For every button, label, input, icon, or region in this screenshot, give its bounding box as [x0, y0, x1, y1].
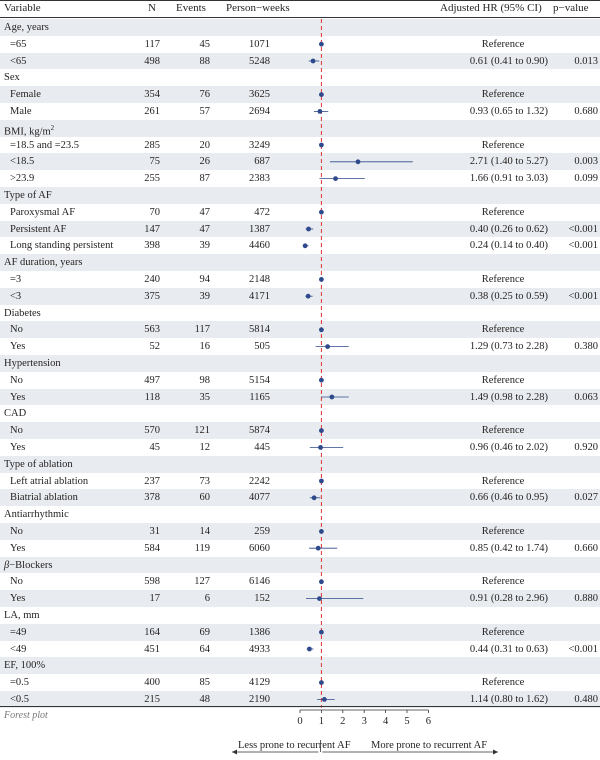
- row-label: Male: [10, 106, 32, 117]
- table-row: [0, 523, 600, 540]
- hr-value: Reference: [481, 677, 525, 689]
- n-value: 261: [144, 106, 160, 117]
- table-row: [0, 624, 600, 641]
- p-value: 0.680: [574, 106, 598, 117]
- x-tick-label: 2: [340, 716, 346, 727]
- table-header: [0, 0, 600, 18]
- row-label: No: [10, 425, 23, 437]
- table-row: [0, 170, 600, 187]
- group-heading: Antiarrhythmic: [4, 509, 69, 521]
- table-row: [0, 422, 600, 439]
- hr-value: Reference: [481, 475, 525, 487]
- n-value: 598: [144, 576, 160, 588]
- events-value: 57: [199, 106, 210, 117]
- x-tick-label: 1: [318, 716, 325, 727]
- events-value: 48: [199, 694, 210, 705]
- table-row: [0, 439, 600, 456]
- group-heading-row: [0, 187, 600, 204]
- hr-value: Reference: [481, 206, 525, 218]
- person-weeks-value: 6060: [249, 542, 270, 554]
- n-value: 75: [149, 156, 160, 168]
- events-value: 39: [199, 240, 210, 252]
- row-label: Paroxysmal AF: [10, 206, 76, 218]
- hr-value: Reference: [481, 274, 525, 285]
- hr-value: 2.71 (1.40 to 5.27): [469, 156, 548, 168]
- hr-value: Reference: [481, 89, 525, 101]
- table-row: [0, 389, 600, 406]
- person-weeks-value: 152: [254, 593, 270, 605]
- header-events: Events: [176, 2, 206, 14]
- table-row: [0, 372, 600, 389]
- figure-caption: Forest plot: [4, 710, 48, 721]
- row-label: Yes: [10, 391, 26, 403]
- group-heading: Hypertension: [4, 358, 61, 369]
- hr-value: 0.38 (0.25 to 0.59): [469, 290, 548, 302]
- person-weeks-value: 259: [254, 526, 270, 537]
- table-row: [0, 321, 600, 338]
- group-heading-row: [0, 19, 600, 36]
- n-value: 400: [144, 677, 160, 689]
- n-value: 584: [144, 542, 160, 554]
- n-value: 255: [144, 173, 160, 185]
- hr-value: Reference: [481, 526, 525, 537]
- hr-value: 0.24 (0.14 to 0.40): [469, 240, 548, 252]
- n-value: 118: [144, 391, 160, 403]
- hr-value: Reference: [481, 626, 525, 638]
- events-value: 60: [199, 492, 210, 504]
- group-heading-row: [0, 69, 600, 86]
- group-heading-row: [0, 456, 600, 473]
- n-value: 285: [144, 139, 160, 151]
- n-value: 354: [144, 89, 160, 101]
- header-p-value: p−value: [553, 2, 589, 14]
- n-value: 378: [144, 492, 160, 504]
- n-value: 497: [144, 374, 160, 386]
- group-heading: Type of ablation: [4, 458, 73, 470]
- group-heading: Type of AF: [4, 190, 52, 201]
- events-value: 35: [199, 391, 210, 403]
- person-weeks-value: 2383: [249, 173, 270, 185]
- group-heading: EF, 100%: [4, 660, 46, 672]
- n-value: 117: [144, 38, 160, 50]
- person-weeks-value: 2190: [249, 694, 270, 705]
- group-heading: Sex: [4, 72, 20, 84]
- row-label: Yes: [10, 442, 26, 453]
- events-value: 26: [199, 156, 210, 168]
- p-value: <0.001: [568, 240, 598, 252]
- person-weeks-value: 5248: [249, 55, 270, 67]
- n-value: 375: [144, 290, 160, 302]
- row-label: =0.5: [10, 677, 30, 689]
- header-n: N: [148, 2, 156, 14]
- table-row: [0, 53, 600, 70]
- events-value: 12: [199, 442, 210, 453]
- events-value: 87: [199, 173, 210, 185]
- group-heading-row: [0, 355, 600, 372]
- person-weeks-value: 2242: [249, 475, 270, 487]
- events-value: 47: [199, 223, 210, 235]
- n-value: 451: [144, 643, 160, 655]
- group-heading: BMI, $kg/m^2$: [4, 123, 55, 138]
- x-tick-label: 5: [404, 716, 410, 727]
- events-value: 94: [199, 274, 210, 285]
- person-weeks-value: 1071: [249, 38, 270, 50]
- row-label: <18.5: [10, 156, 35, 168]
- person-weeks-value: 1387: [249, 223, 270, 235]
- p-value: 0.380: [574, 341, 598, 353]
- n-value: 31: [149, 526, 160, 537]
- row-label: Long standing persistent: [10, 240, 114, 252]
- p-value: <0.001: [568, 223, 598, 235]
- table-row: [0, 137, 600, 154]
- person-weeks-value: 1165: [249, 391, 270, 403]
- hr-value: 0.85 (0.42 to 1.74): [469, 542, 548, 554]
- row-label: =3: [10, 274, 22, 285]
- n-value: 570: [144, 425, 160, 437]
- table-row: [0, 221, 600, 238]
- hr-value: Reference: [481, 38, 525, 50]
- row-label: Left atrial ablation: [10, 475, 89, 487]
- n-value: 240: [144, 274, 160, 285]
- person-weeks-value: 6146: [249, 576, 270, 588]
- table-row: [0, 674, 600, 691]
- person-weeks-value: 4129: [249, 677, 270, 689]
- person-weeks-value: 4933: [249, 643, 270, 655]
- table-row: [0, 271, 600, 288]
- hr-value: Reference: [481, 374, 525, 386]
- table-row: [0, 641, 600, 658]
- person-weeks-value: 4171: [249, 290, 270, 302]
- row-label: <3: [10, 290, 22, 302]
- p-value: 0.660: [574, 542, 598, 554]
- table-row: [0, 573, 600, 590]
- group-heading: LA, mm: [4, 610, 40, 621]
- right-arrow-head: [493, 750, 498, 755]
- direction-right-label: More prone to recurrent AF: [371, 740, 488, 751]
- row-label: Female: [10, 89, 41, 101]
- events-value: 45: [199, 38, 210, 50]
- person-weeks-value: 4077: [249, 492, 270, 504]
- row-label: No: [10, 526, 23, 537]
- row-label: No: [10, 576, 23, 588]
- row-label: Yes: [10, 542, 26, 554]
- group-heading-row: [0, 305, 600, 322]
- n-value: 164: [144, 626, 160, 638]
- table-row: [0, 489, 600, 506]
- x-tick-label: 4: [382, 716, 389, 727]
- events-value: 47: [199, 206, 210, 218]
- events-value: 69: [199, 626, 210, 638]
- events-value: 88: [199, 55, 210, 67]
- person-weeks-value: 505: [254, 341, 270, 353]
- row-label: >23.9: [10, 173, 35, 185]
- table-row: [0, 237, 600, 254]
- row-label: =18.5 and =23.5: [10, 139, 80, 151]
- n-value: 70: [149, 206, 160, 218]
- events-value: 98: [199, 374, 210, 386]
- p-value: <0.001: [568, 643, 598, 655]
- row-label: <65: [10, 55, 27, 67]
- table-row: [0, 473, 600, 490]
- table-row: [0, 153, 600, 170]
- n-value: 147: [144, 223, 160, 235]
- group-heading: CAD: [4, 408, 27, 420]
- group-heading-row: [0, 506, 600, 523]
- group-heading-row: [0, 254, 600, 271]
- row-label: =49: [10, 626, 27, 638]
- p-value: 0.013: [574, 55, 598, 67]
- p-value: 0.880: [574, 593, 598, 605]
- row-label: No: [10, 324, 23, 336]
- events-value: 73: [199, 475, 210, 487]
- table-row: [0, 338, 600, 355]
- group-heading-row: [0, 607, 600, 624]
- person-weeks-value: 445: [254, 442, 270, 453]
- person-weeks-value: 5814: [249, 324, 270, 336]
- hr-value: 1.14 (0.80 to 1.62): [469, 694, 548, 705]
- p-value: 0.920: [574, 442, 598, 453]
- events-value: 39: [199, 290, 210, 302]
- table-row: [0, 103, 600, 120]
- table-row: [0, 540, 600, 557]
- table-row: [0, 590, 600, 607]
- person-weeks-value: 472: [254, 206, 270, 218]
- person-weeks-value: 687: [254, 156, 270, 168]
- hr-value: 1.29 (0.73 to 2.28): [469, 341, 548, 353]
- hr-value: 0.91 (0.28 to 2.96): [469, 593, 548, 605]
- n-value: 17: [149, 593, 160, 605]
- row-label: Biatrial ablation: [10, 492, 78, 504]
- group-heading: β−Blockers: [4, 559, 53, 571]
- hr-value: 0.61 (0.41 to 0.90): [469, 55, 548, 67]
- row-label: Yes: [10, 593, 26, 605]
- hr-value: Reference: [481, 576, 525, 588]
- hr-value: 1.66 (0.91 to 3.03): [469, 173, 548, 185]
- events-value: 20: [199, 139, 210, 151]
- events-value: 85: [199, 677, 210, 689]
- header-variable: Variable: [4, 2, 41, 14]
- row-label: =65: [10, 38, 27, 50]
- events-value: 117: [194, 324, 210, 336]
- p-value: 0.063: [574, 391, 598, 403]
- table-row: [0, 288, 600, 305]
- person-weeks-value: 4460: [249, 240, 270, 252]
- row-label: Persistent AF: [10, 223, 67, 235]
- person-weeks-value: 5874: [249, 425, 270, 437]
- row-label: Yes: [10, 341, 26, 353]
- events-value: 121: [194, 425, 210, 437]
- hr-value: Reference: [481, 324, 525, 336]
- group-heading-row: [0, 657, 600, 674]
- table-row: [0, 204, 600, 221]
- p-value: <0.001: [568, 290, 598, 302]
- hr-value: 0.40 (0.26 to 0.62): [469, 223, 548, 235]
- hr-value: Reference: [481, 139, 525, 151]
- person-weeks-value: 1386: [249, 626, 270, 638]
- group-heading: Age, years: [4, 22, 49, 33]
- person-weeks-value: 5154: [249, 374, 270, 386]
- events-value: 64: [199, 643, 210, 655]
- table-row: [0, 86, 600, 103]
- hr-value: 1.49 (0.98 to 2.28): [469, 391, 548, 403]
- p-value: 0.099: [574, 173, 598, 185]
- group-heading-row: [0, 120, 600, 137]
- table-bottom-rule: [0, 706, 600, 707]
- hr-value: 0.93 (0.65 to 1.32): [469, 106, 548, 117]
- hr-value: 0.66 (0.46 to 0.95): [469, 492, 548, 504]
- left-arrow-head: [232, 750, 237, 755]
- n-value: 498: [144, 55, 160, 67]
- header-person-weeks: Person−weeks: [226, 2, 290, 14]
- events-value: 76: [199, 89, 210, 101]
- row-label: No: [10, 374, 23, 386]
- person-weeks-value: 2148: [249, 274, 270, 285]
- events-value: 119: [194, 542, 210, 554]
- table-row: [0, 36, 600, 53]
- person-weeks-value: 2694: [249, 106, 270, 117]
- events-value: 14: [199, 526, 210, 537]
- hr-value: Reference: [481, 425, 525, 437]
- header-hr: Adjusted HR (95% CI): [440, 2, 542, 14]
- n-value: 237: [144, 475, 160, 487]
- n-value: 52: [149, 341, 160, 353]
- x-tick-label: 0: [297, 716, 303, 727]
- hr-value: 0.44 (0.31 to 0.63): [469, 643, 548, 655]
- p-value: 0.027: [574, 492, 598, 504]
- row-label: <49: [10, 643, 27, 655]
- group-heading-row: [0, 557, 600, 574]
- p-value: 0.003: [574, 156, 598, 168]
- n-value: 215: [144, 694, 160, 705]
- direction-left-label: Less prone to recurrent AF: [238, 740, 351, 751]
- n-value: 45: [149, 442, 160, 453]
- events-value: 16: [199, 341, 210, 353]
- person-weeks-value: 3625: [249, 89, 270, 101]
- events-value: 6: [204, 593, 210, 605]
- hr-value: 0.96 (0.46 to 2.02): [469, 442, 548, 453]
- group-heading: Diabetes: [4, 307, 41, 319]
- n-value: 398: [144, 240, 160, 252]
- group-heading: AF duration, years: [4, 257, 83, 269]
- group-heading-row: [0, 405, 600, 422]
- events-value: 127: [194, 576, 210, 588]
- row-label: <0.5: [10, 694, 30, 705]
- x-tick-label: 3: [361, 716, 367, 727]
- x-tick-label: 6: [425, 716, 432, 727]
- n-value: 563: [144, 324, 160, 336]
- p-value: 0.480: [574, 694, 598, 705]
- person-weeks-value: 3249: [249, 139, 270, 151]
